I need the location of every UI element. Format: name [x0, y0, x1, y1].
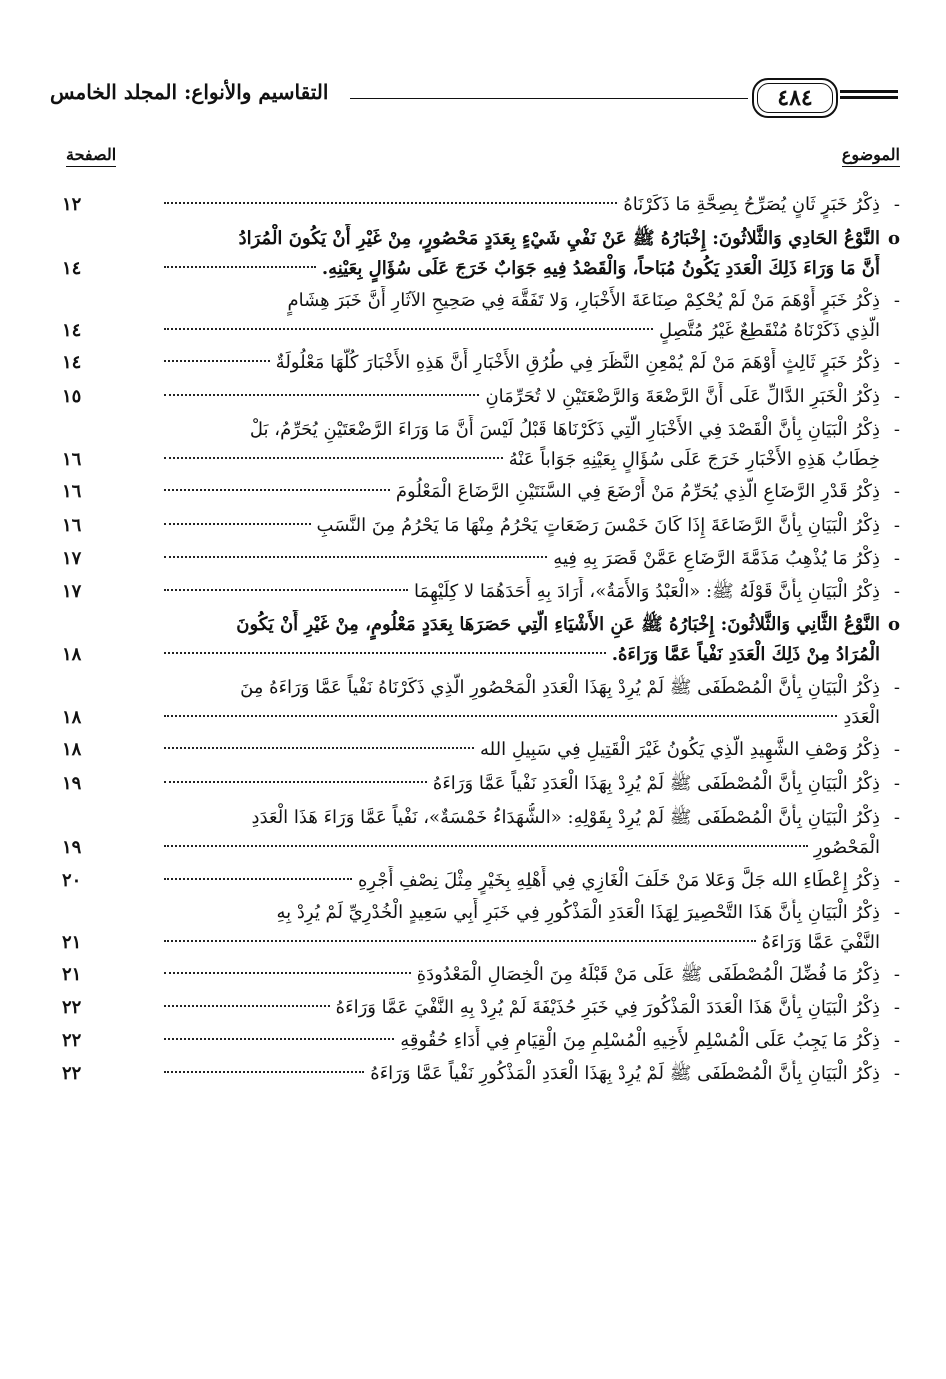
toc-entry-line-text: النَّوْعُ الحَادِي وَالثَّلاثُونَ: إِخْبَارُهُ ﷺ عَنْ نَفْيِ شَيْءٍ بِعَدَدٍ مَحْصُورٍ، مِنْ غَيْرِ أَنْ يَكُونَ الْمُرَادُ [238, 228, 880, 249]
dash-bullet: - [893, 870, 900, 891]
dot-leader [164, 747, 474, 749]
dot-leader [164, 1071, 364, 1073]
dot-leader [164, 360, 270, 362]
toc-entry [62, 577, 900, 607]
header-double-rule [840, 90, 898, 99]
toc-entry-text [110, 577, 900, 607]
dash-bullet: - [893, 386, 900, 407]
toc-entry [62, 1059, 900, 1089]
toc-entry-line-text: الْمَحْصُورِ [813, 837, 880, 858]
toc-page-number: ١٩ [62, 773, 82, 794]
dot-leader [164, 652, 606, 654]
toc-entry-line-text: ذِكْرُ مَا يَجِبُ عَلَى الْمُسْلِمِ لأَخِيهِ الْمُسْلِمِ مِنَ الْقِيَامِ فِي أَدَاءِ حُقُوقِهِ [400, 1030, 880, 1051]
dash-bullet: - [893, 964, 900, 985]
toc-entry-line [110, 769, 880, 799]
dot-leader [164, 556, 547, 558]
page-number-frame [752, 78, 838, 118]
dot-leader [164, 328, 653, 330]
toc-entry-line-text: ذِكْرُ قَدْرِ الرَّضَاعِ الَّذِي يُحَرِّمُ مَنْ أَرْضَعَ فِي السَّنَتَيْنِ الرَّضَاعَ الْمَعْلُومَ [395, 481, 880, 502]
toc-entry-line [110, 348, 880, 378]
toc-entry-line-text: ذِكْرُ الْبَيَانِ بِأَنَّ الْمُصْطَفَى ﷺ لَمْ يُرِدْ بِهَذَا الْعَدَدِ نَفْياً عَمَّا وَرَاءَهُ [432, 773, 880, 794]
toc-page-number: ١٦ [62, 449, 82, 470]
toc-entry [62, 803, 900, 863]
dot-leader [164, 1038, 394, 1040]
toc-page-number: ١٦ [62, 515, 82, 536]
toc-entry-line [110, 673, 880, 703]
dot-leader [164, 589, 408, 591]
toc-entry-line-text: ذِكْرُ الْبَيَانِ بِأَنَّ الْمُصْطَفَى ﷺ لَمْ يُرِدْ بِهَذَا الْعَدَدِ الْمَحْصُورِ الَّذِي ذَكَرْنَاهُ نَفْياً عَمَّا وَرَاءَهُ مِنَ [240, 677, 880, 698]
toc-entry-line-text: ذِكْرُ وَصْفِ الشَّهِيدِ الَّذِي يَكُونُ غَيْرَ الْقَتِيلِ فِي سَبِيلِ الله [480, 739, 880, 760]
toc-entry-text [110, 803, 900, 863]
toc-page-number: ١٨ [62, 644, 82, 665]
toc-entry-line-text: خِطَابُ هَذِهِ الأَخْبَارِ خَرَجَ عَلَى سُؤَالٍ بِعَيْنِهِ جَوَاباً عَنْهُ [508, 449, 880, 470]
dash-bullet: - [893, 290, 900, 311]
toc-page-number: ١٤ [62, 352, 82, 373]
toc-entry-line-text: ذِكْرُ الْبَيَانِ بِأَنَّ قَوْلَهُ ﷺ: «الْعَبْدُ وَالأَمَةُ»، أَرَادَ بِهِ أَحَدَهُمَا لا كِلَيْهِمَا [414, 581, 880, 602]
dot-leader [164, 1005, 330, 1007]
toc-entry-text [110, 673, 900, 733]
toc-entry-line [110, 254, 880, 284]
toc-entry-line-text: الْعَدَدِ [843, 707, 880, 728]
toc-entry [62, 673, 900, 733]
dash-bullet: - [893, 902, 900, 923]
toc-page-number: ١٦ [62, 481, 82, 502]
toc-entry-line [110, 511, 880, 541]
toc-entry-line-text: ذِكْرُ الْخَبَرِ الدَّالِّ عَلَى أَنَّ الرَّضْعَةَ وَالرَّضْعَتَيْنِ لا تُحَرِّمَانِ [485, 386, 880, 407]
toc-entry [62, 866, 900, 896]
toc-entry-line [110, 577, 880, 607]
toc-entry-line-text: النَّوْعُ الثَّانِي وَالثَّلاثُونَ: إِخْبَارُهُ ﷺ عَنِ الأَشْيَاءِ الَّتِي حَصَرَهَا بِعَدَدٍ مَعْلُومٍ، مِنْ غَيْرِ أَنْ يَكُونَ [236, 614, 880, 635]
toc-entry-line-text: أَنَّ مَا وَرَاءَ ذَلِكَ الْعَدَدِ يَكُونُ مُبَاحاً، وَالْقَصْدُ فِيهِ جَوَابٌ خَرَجَ عَلَى سُؤَالٍ بِعَيْنِهِ. [321, 258, 880, 279]
toc-entry-line-text: ذِكْرُ خَبَرٍ ثَانٍ يُصَرِّحُ بِصِحَّةِ مَا ذَكَرْنَاهُ [623, 194, 880, 215]
header-rule [350, 98, 748, 99]
toc-page-number: ١٥ [62, 386, 82, 407]
toc-entry-text [110, 544, 900, 574]
column-headings [66, 145, 900, 177]
dot-leader [164, 489, 390, 491]
toc-entry-text [110, 511, 900, 541]
toc-page-number: ١٩ [62, 837, 82, 858]
dot-leader [164, 266, 316, 268]
dot-leader [164, 940, 756, 942]
dash-bullet: - [893, 194, 900, 215]
dash-bullet: - [893, 581, 900, 602]
circle-bullet-icon: ο [887, 614, 900, 635]
dash-bullet: - [893, 997, 900, 1018]
column-heading-topic: الموضوع [842, 145, 900, 167]
toc-entry [62, 286, 900, 346]
toc-entry-text [110, 960, 900, 990]
toc-page-number: ١٧ [62, 581, 82, 602]
dot-leader [164, 972, 411, 974]
toc-entry-line-text: الْمُرَادُ مِنْ ذَلِكَ الْعَدَدِ نَفْياً عَمَّا وَرَاءَهُ. [611, 644, 880, 665]
dash-bullet: - [893, 739, 900, 760]
dash-bullet: - [893, 548, 900, 569]
toc-entry-line [110, 1026, 880, 1056]
toc-entry-line-text: الَّذِي ذَكَرْنَاهُ مُنْقَطِعٌ غَيْرُ مُتَّصِلٍ [659, 320, 880, 341]
toc-page-number: ٢١ [62, 932, 82, 953]
toc-entry-line-text: ذِكْرُ الْبَيَانِ بِأَنَّ الرَّضَاعَةَ إِذَا كَانَ خَمْسَ رَضَعَاتٍ يَحْرُمُ مِنْهَا مَا يَحْرُمُ مِنَ النَّسَبِ [316, 515, 880, 536]
toc-entry-line [110, 445, 880, 475]
toc-entry [62, 415, 900, 475]
dash-bullet: - [893, 352, 900, 373]
dash-bullet: - [893, 773, 900, 794]
toc-entry [62, 190, 900, 220]
toc-entry-text [110, 735, 900, 765]
toc-entry-text [110, 224, 900, 284]
dash-bullet: - [893, 419, 900, 440]
toc-page-number: ١٨ [62, 739, 82, 760]
toc-entry [62, 960, 900, 990]
toc-entry-line [110, 544, 880, 574]
toc-entry [62, 544, 900, 574]
toc-entry [62, 610, 900, 670]
toc-entry-line-text: ذِكْرُ الْبَيَانِ بِأَنَّ هَذَا الْعَدَدَ الْمَذْكُورَ فِي خَبَرِ حُذَيْفَةَ لَمْ يُرِدْ بِهِ النَّفْيَ عَمَّا وَرَاءَهُ [335, 997, 880, 1018]
toc-entry [62, 769, 900, 799]
dot-leader [164, 845, 808, 847]
toc-entry-line-text: ذِكْرُ إِعْطَاءِ الله جَلَّ وَعَلا مَنْ خَلَفَ الْغَازِي فِي أَهْلِهِ بِخَيْرٍ مِثْلَ نِصْفِ أَجْرِهِ [357, 870, 880, 891]
toc-entry [62, 1026, 900, 1056]
dash-bullet: - [893, 677, 900, 698]
toc-page-number: ٢١ [62, 964, 82, 985]
toc-entry [62, 993, 900, 1023]
toc-entry-line [110, 703, 880, 733]
toc-entry-line [110, 898, 880, 928]
toc-page-number: ١٧ [62, 548, 82, 569]
toc-entry-line [110, 960, 880, 990]
toc-entry-line [110, 415, 880, 445]
circle-bullet-icon: ο [887, 228, 900, 249]
page-header [50, 78, 898, 122]
toc-entry [62, 511, 900, 541]
toc-entry-line [110, 286, 880, 316]
toc-entry-line [110, 993, 880, 1023]
toc-entry-line-text: ذِكْرُ الْبَيَانِ بِأَنَّ الْمُصْطَفَى ﷺ لَمْ يُرِدْ بِهَذَا الْعَدَدِ الْمَذْكُورِ نَفْياً عَمَّا وَرَاءَهُ [370, 1063, 880, 1084]
toc-entry-text [110, 866, 900, 896]
toc-page-number: ١٤ [62, 258, 82, 279]
dash-bullet: - [893, 515, 900, 536]
dot-leader [164, 202, 617, 204]
toc-entry-text [110, 286, 900, 346]
toc-entry-line [110, 866, 880, 896]
toc-page-number: ١٤ [62, 320, 82, 341]
toc-entry-line [110, 833, 880, 863]
column-heading-page: الصفحة [66, 145, 116, 167]
toc-entry-line [110, 224, 880, 254]
toc-entry-text [110, 993, 900, 1023]
toc-entry-line [110, 477, 880, 507]
toc-entry-line [110, 735, 880, 765]
toc-page-number: ٢٢ [62, 1030, 82, 1051]
toc-entry [62, 735, 900, 765]
page-number: ٤٨٤ [777, 85, 813, 111]
dot-leader [164, 457, 503, 459]
toc-entry [62, 477, 900, 507]
toc-entry [62, 898, 900, 958]
dot-leader [164, 781, 427, 783]
running-title: التقاسيم والأنواع: المجلد الخامس [50, 80, 329, 104]
dash-bullet: - [893, 1030, 900, 1051]
table-of-contents [62, 190, 900, 1089]
toc-entry-line-text: ذِكْرُ الْبَيَانِ بِأَنَّ الْقَصْدَ فِي الأَخْبَارِ الَّتِي ذَكَرْنَاهَا قَبْلُ لَيْسَ أَنَّ مَا وَرَاءَ الرَّضْعَتَيْنِ يُحَرِّمُ، بَلْ [249, 419, 880, 440]
toc-entry-text [110, 382, 900, 412]
dot-leader [164, 394, 479, 396]
dot-leader [164, 523, 311, 525]
toc-entry-line [110, 316, 880, 346]
toc-entry-text [110, 610, 900, 670]
toc-entry-line [110, 640, 880, 670]
dash-bullet: - [893, 807, 900, 828]
toc-entry-line [110, 1059, 880, 1089]
toc-entry-text [110, 415, 900, 475]
toc-entry-text [110, 348, 900, 378]
dot-leader [164, 715, 837, 717]
toc-entry [62, 224, 900, 284]
toc-entry-text [110, 898, 900, 958]
toc-entry [62, 348, 900, 378]
toc-entry-line-text: ذِكْرُ مَا يُذْهِبُ مَذَمَّةَ الرَّضَاعِ عَمَّنْ قَصَرَ بِهِ فِيهِ [553, 548, 880, 569]
dash-bullet: - [893, 481, 900, 502]
toc-entry-line-text: ذِكْرُ خَبَرٍ ثَالِثٍ أَوْهَمَ مَنْ لَمْ يُمْعِنِ النَّظَرَ فِي طُرُقِ الأَخْبَارِ أَنَّ هَذِهِ الأَخْبَارَ كُلَّهَا مَعْلُولَةٌ [275, 352, 880, 373]
dash-bullet: - [893, 1063, 900, 1084]
toc-entry-text [110, 1059, 900, 1089]
toc-page-number: ٢٢ [62, 1063, 82, 1084]
toc-entry-text [110, 190, 900, 220]
toc-page-number: ٢٠ [62, 870, 82, 891]
toc-entry-line [110, 928, 880, 958]
toc-entry-line-text: النَّفْيَ عَمَّا وَرَاءَهُ [761, 932, 880, 953]
toc-entry-line-text: ذِكْرُ الْبَيَانِ بِأَنَّ هَذَا التَّحْصِيرَ لِهَذَا الْعَدَدِ الْمَذْكُورِ فِي خَبَرِ أَبِي سَعِيدٍ الْخُدْرِيِّ لَمْ يُرِدْ بِهِ [276, 902, 880, 923]
toc-entry-text [110, 477, 900, 507]
toc-entry-text [110, 1026, 900, 1056]
toc-entry-line-text: ذِكْرُ الْبَيَانِ بِأَنَّ الْمُصْطَفَى ﷺ لَمْ يُرِدْ بِقَوْلِهِ: «الشُّهَدَاءُ خَمْسَةٌ»، نَفْياً عَمَّا وَرَاءَ هَذَا الْعَدَدِ [251, 807, 880, 828]
toc-entry-line [110, 803, 880, 833]
toc-entry-text [110, 769, 900, 799]
toc-entry-line [110, 190, 880, 220]
toc-entry [62, 382, 900, 412]
toc-entry-line [110, 610, 880, 640]
dot-leader [164, 878, 352, 880]
toc-page-number: ١٨ [62, 707, 82, 728]
toc-entry-line-text: ذِكْرُ مَا فُضِّلَ الْمُصْطَفَى ﷺ عَلَى مَنْ قَبْلَهُ مِنَ الْخِصَالِ الْمَعْدُودَةِ [416, 964, 880, 985]
toc-entry-line-text: ذِكْرُ خَبَرٍ أَوْهَمَ مَنْ لَمْ يُحْكِمْ صِنَاعَةَ الأَخْبَارِ، وَلا تَفَقَّهَ فِي صَحِيحِ الآثَارِ أَنَّ خَبَرَ هِشَامٍ [287, 290, 880, 311]
toc-entry-line [110, 382, 880, 412]
toc-page-number: ٢٢ [62, 997, 82, 1018]
toc-page-number: ١٢ [62, 194, 82, 215]
